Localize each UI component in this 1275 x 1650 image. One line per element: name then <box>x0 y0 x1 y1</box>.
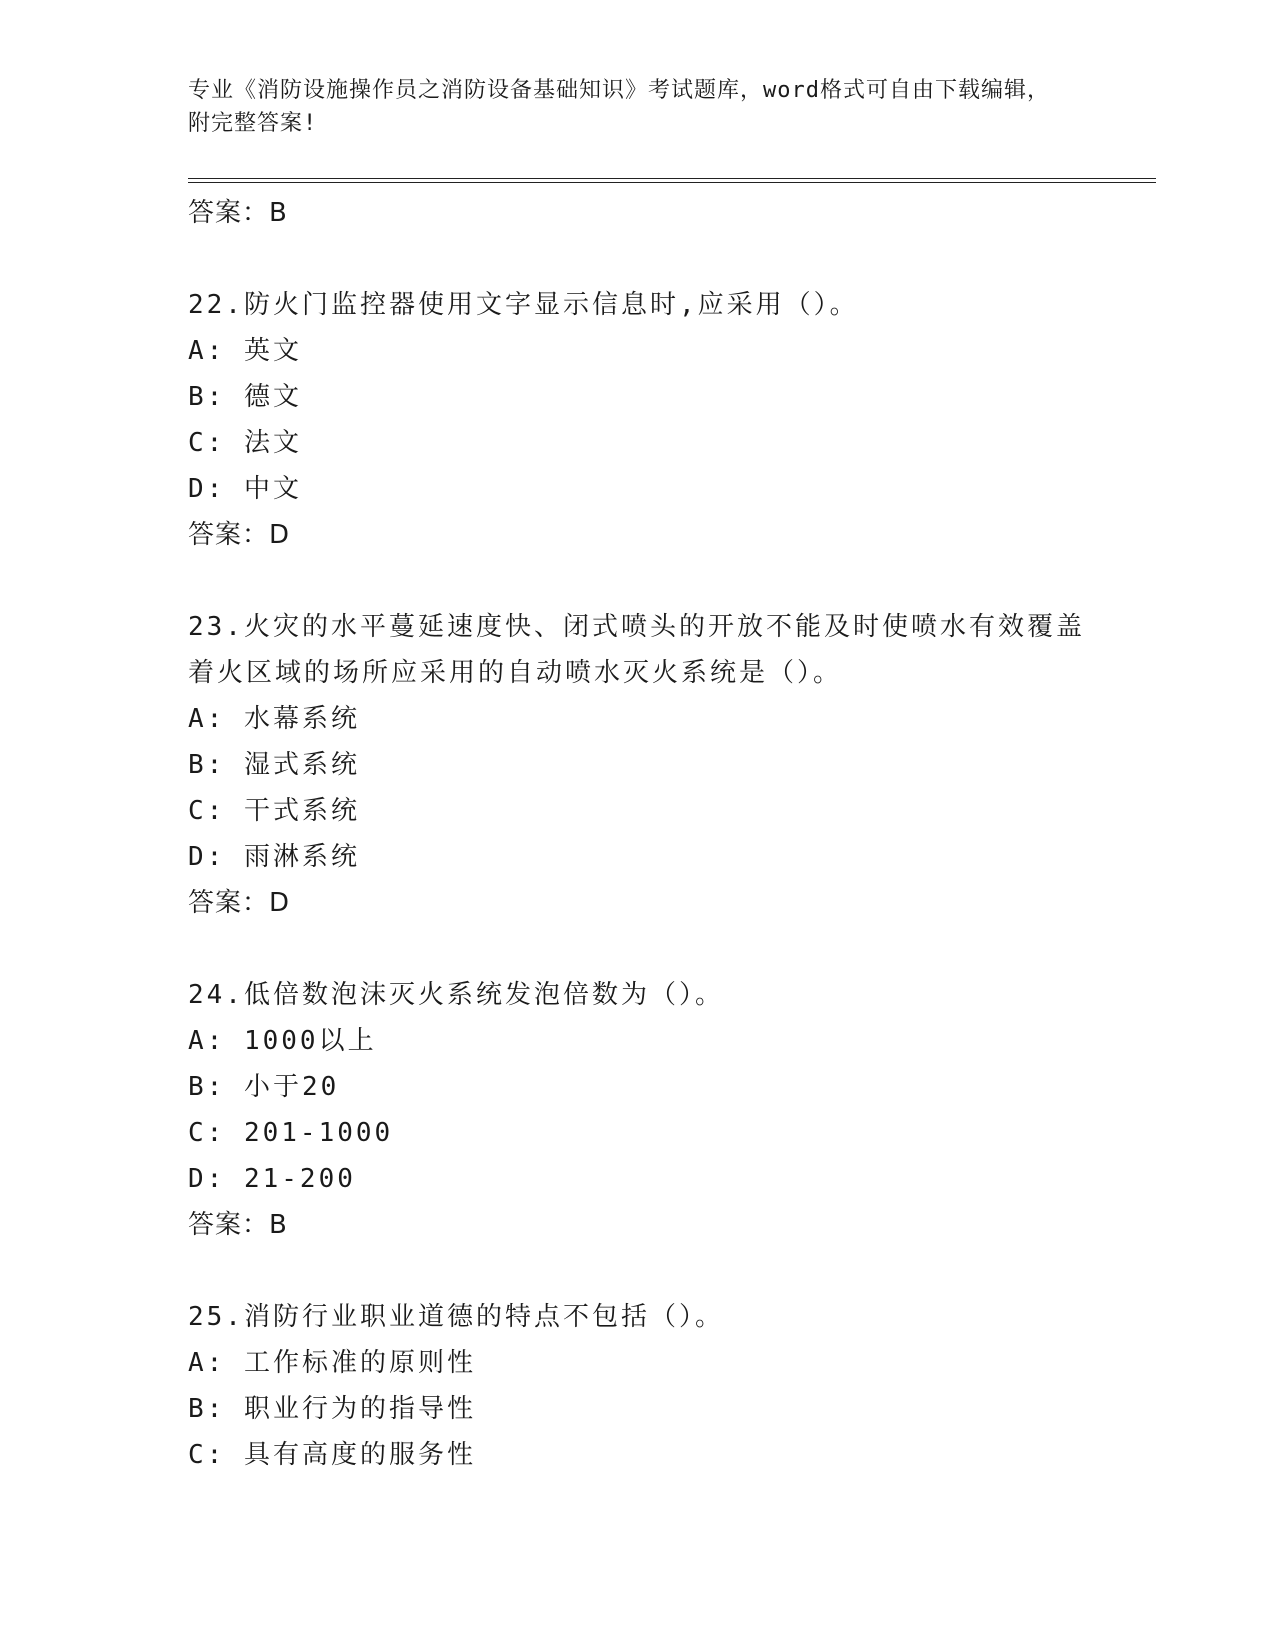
option-a: A: 工作标准的原则性 <box>188 1348 476 1378</box>
option-c: C: 法文 <box>188 428 302 458</box>
header-divider <box>188 178 1156 183</box>
option-d: D: 21-200 <box>188 1164 356 1194</box>
question-block <box>188 282 1088 558</box>
option-b: B: 小于20 <box>188 1072 340 1102</box>
option-d: D: 雨淋系统 <box>188 842 360 872</box>
option-a: A: 1000以上 <box>188 1026 377 1056</box>
option-c: C: 干式系统 <box>188 796 360 826</box>
question-block <box>188 604 1088 926</box>
question-text: 24.低倍数泡沫灭火系统发泡倍数为（）。 <box>188 980 724 1010</box>
question-text: 22.防火门监控器使用文字显示信息时,应采用（）。 <box>188 290 859 320</box>
question-text: 23.火灾的水平蔓延速度快、闭式喷头的开放不能及时使喷水有效覆盖着火区域的场所应采用的自动喷水灭火系统是（）。 <box>188 612 1085 688</box>
option-a: A: 水幕系统 <box>188 704 360 734</box>
question-text: 25.消防行业职业道德的特点不包括（）。 <box>188 1302 724 1332</box>
document-header: 专业《消防设施操作员之消防设备基础知识》考试题库，word格式可自由下载编辑，附完整答案! <box>188 78 1050 136</box>
option-c: C: 具有高度的服务性 <box>188 1440 476 1470</box>
option-a: A: 英文 <box>188 336 302 366</box>
question-block <box>188 972 1088 1248</box>
document-body <box>188 190 1088 1478</box>
option-c: C: 201-1000 <box>188 1118 394 1148</box>
answer-line: 答案：D <box>188 888 291 918</box>
option-d: D: 中文 <box>188 474 302 504</box>
option-b: B: 湿式系统 <box>188 750 360 780</box>
answer-line: 答案：B <box>188 198 288 228</box>
option-b: B: 德文 <box>188 382 302 412</box>
option-b: B: 职业行为的指导性 <box>188 1394 476 1424</box>
answer-line: 答案：D <box>188 520 291 550</box>
answer-line: 答案：B <box>188 1210 288 1240</box>
question-block <box>188 1294 1088 1478</box>
